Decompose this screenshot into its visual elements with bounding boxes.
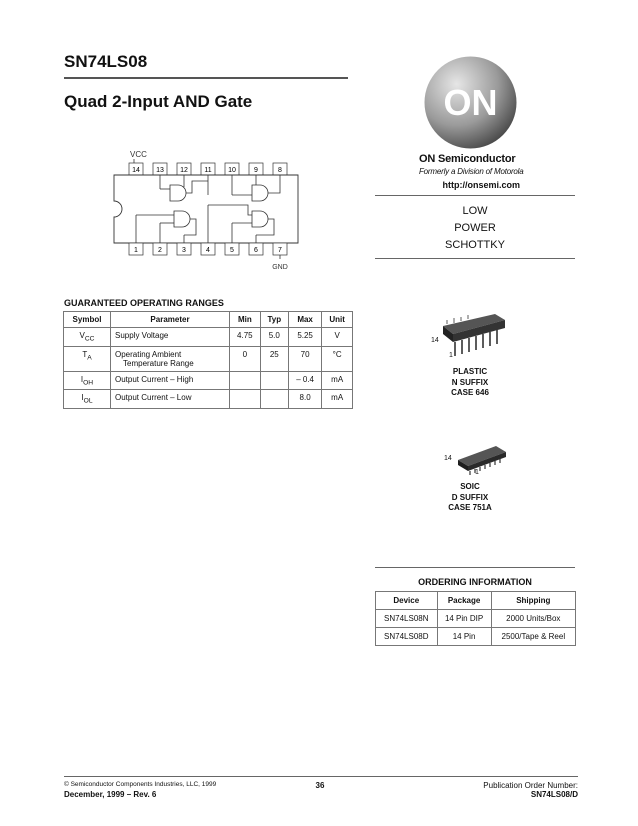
publication-label: Publication Order Number: — [483, 781, 578, 790]
pin-14: 14 — [132, 167, 140, 174]
vcc-label: VCC — [130, 150, 147, 159]
max-cell: 70 — [288, 346, 321, 371]
pin-high-label: 14 — [444, 455, 452, 462]
parameter-cell: Operating Ambient Temperature Range — [111, 346, 230, 371]
device-cell: SN74LS08D — [376, 628, 438, 646]
technology-line: POWER — [454, 222, 496, 234]
divider — [375, 195, 575, 196]
pin-11: 11 — [204, 167, 212, 174]
order-number: SN74LS08/D — [530, 790, 578, 799]
table-header-row — [64, 312, 353, 328]
table-row — [64, 371, 353, 390]
logo-text: ON — [443, 82, 498, 123]
column-header: Package — [437, 592, 491, 610]
min-cell: 4.75 — [230, 328, 261, 347]
column-header: Device — [376, 592, 438, 610]
divider — [375, 258, 575, 259]
symbol-cell: $V_{CC}$ — [64, 328, 111, 347]
pin-low-label: 1 — [475, 469, 479, 476]
pinout-diagram — [112, 145, 302, 275]
min-cell — [230, 390, 261, 409]
unit-cell: V — [322, 328, 353, 347]
min-cell: 0 — [230, 346, 261, 371]
shipping-cell: 2500/Tape & Reel — [491, 628, 575, 646]
column-header: Unit — [322, 312, 353, 328]
typ-cell: 5.0 — [260, 328, 288, 347]
page-number: 36 — [315, 781, 325, 790]
pin-5: 5 — [230, 247, 234, 254]
parameter-cell: Supply Voltage — [111, 328, 230, 347]
symbol-cell: $I_{OH}$ — [64, 371, 111, 390]
title-rule — [64, 77, 348, 79]
table-header-row — [376, 592, 576, 610]
max-cell: – 0.4 — [288, 371, 321, 390]
pin-1: 1 — [134, 247, 138, 254]
on-semiconductor-logo — [423, 55, 518, 150]
package-label: CASE 646 — [451, 388, 489, 397]
table-row — [64, 328, 353, 347]
pin-8: 8 — [278, 167, 282, 174]
pin-4: 4 — [206, 247, 210, 254]
column-header: Parameter — [111, 312, 230, 328]
max-cell: 5.25 — [288, 328, 321, 347]
package-label: N SUFFIX — [451, 378, 489, 387]
footer-divider — [64, 776, 578, 777]
part-number: SN74LS08 — [64, 52, 148, 71]
symbol-cell: $T_A$ — [64, 346, 111, 371]
unit-cell: °C — [322, 346, 353, 371]
technology-line: SCHOTTKY — [445, 239, 505, 251]
package-label: SOIC — [460, 482, 480, 491]
column-header: Shipping — [491, 592, 575, 610]
unit-cell: mA — [322, 371, 353, 390]
typ-cell — [260, 371, 288, 390]
min-cell — [230, 371, 261, 390]
package-label: D SUFFIX — [451, 493, 489, 502]
footer-date: December, 1999 – Rev. 6 — [64, 790, 157, 799]
device-cell: SN74LS08N — [376, 610, 438, 628]
table-row — [64, 346, 353, 371]
package-cell: 14 Pin DIP — [437, 610, 491, 628]
ordering-table — [375, 591, 576, 646]
column-header: Typ — [260, 312, 288, 328]
symbol-cell: $I_{OL}$ — [64, 390, 111, 409]
pin-13: 13 — [156, 167, 164, 174]
unit-cell: mA — [322, 390, 353, 409]
technology-line: LOW — [462, 205, 488, 217]
table-row — [376, 610, 576, 628]
company-name: ON Semiconductor — [419, 153, 516, 165]
pin-9: 9 — [254, 167, 258, 174]
column-header: Min — [230, 312, 261, 328]
column-header: Max — [288, 312, 321, 328]
table-row — [64, 390, 353, 409]
package-label: CASE 751A — [448, 503, 492, 512]
pin-high-label: 14 — [431, 337, 439, 344]
operating-ranges-table — [63, 311, 353, 409]
column-header: Symbol — [64, 312, 111, 328]
company-url[interactable]: http://onsemi.com — [442, 180, 520, 190]
gnd-label: GND — [272, 264, 288, 271]
typ-cell: 25 — [260, 346, 288, 371]
ordering-title: ORDERING INFORMATION — [418, 577, 532, 587]
divider — [375, 567, 575, 568]
pin-low-label: 1 — [449, 352, 453, 359]
bottom-pins — [129, 243, 287, 255]
top-pins — [129, 163, 287, 175]
package-label: PLASTIC — [452, 367, 488, 376]
footer-copyright: © Semiconductor Components Industries, LLC, 1999 — [64, 781, 217, 788]
pin-3: 3 — [182, 247, 186, 254]
subtitle: Quad 2-Input AND Gate — [64, 92, 253, 111]
parameter-cell: Output Current – High — [111, 371, 230, 390]
ranges-title: GUARANTEED OPERATING RANGES — [64, 298, 224, 308]
chip-body — [114, 175, 298, 243]
pin-7: 7 — [278, 247, 282, 254]
max-cell: 8.0 — [288, 390, 321, 409]
pin-2: 2 — [158, 247, 162, 254]
typ-cell — [260, 390, 288, 409]
company-tagline: Formerly a Division of Motorola — [419, 167, 524, 176]
parameter-cell: Output Current – Low — [111, 390, 230, 409]
pin-12: 12 — [180, 167, 188, 174]
soic-package-image — [452, 440, 512, 478]
table-row — [376, 628, 576, 646]
shipping-cell: 2000 Units/Box — [491, 610, 575, 628]
pin-6: 6 — [254, 247, 258, 254]
package-cell: 14 Pin — [437, 628, 491, 646]
dip-package-image — [433, 308, 513, 368]
pin-10: 10 — [228, 167, 236, 174]
